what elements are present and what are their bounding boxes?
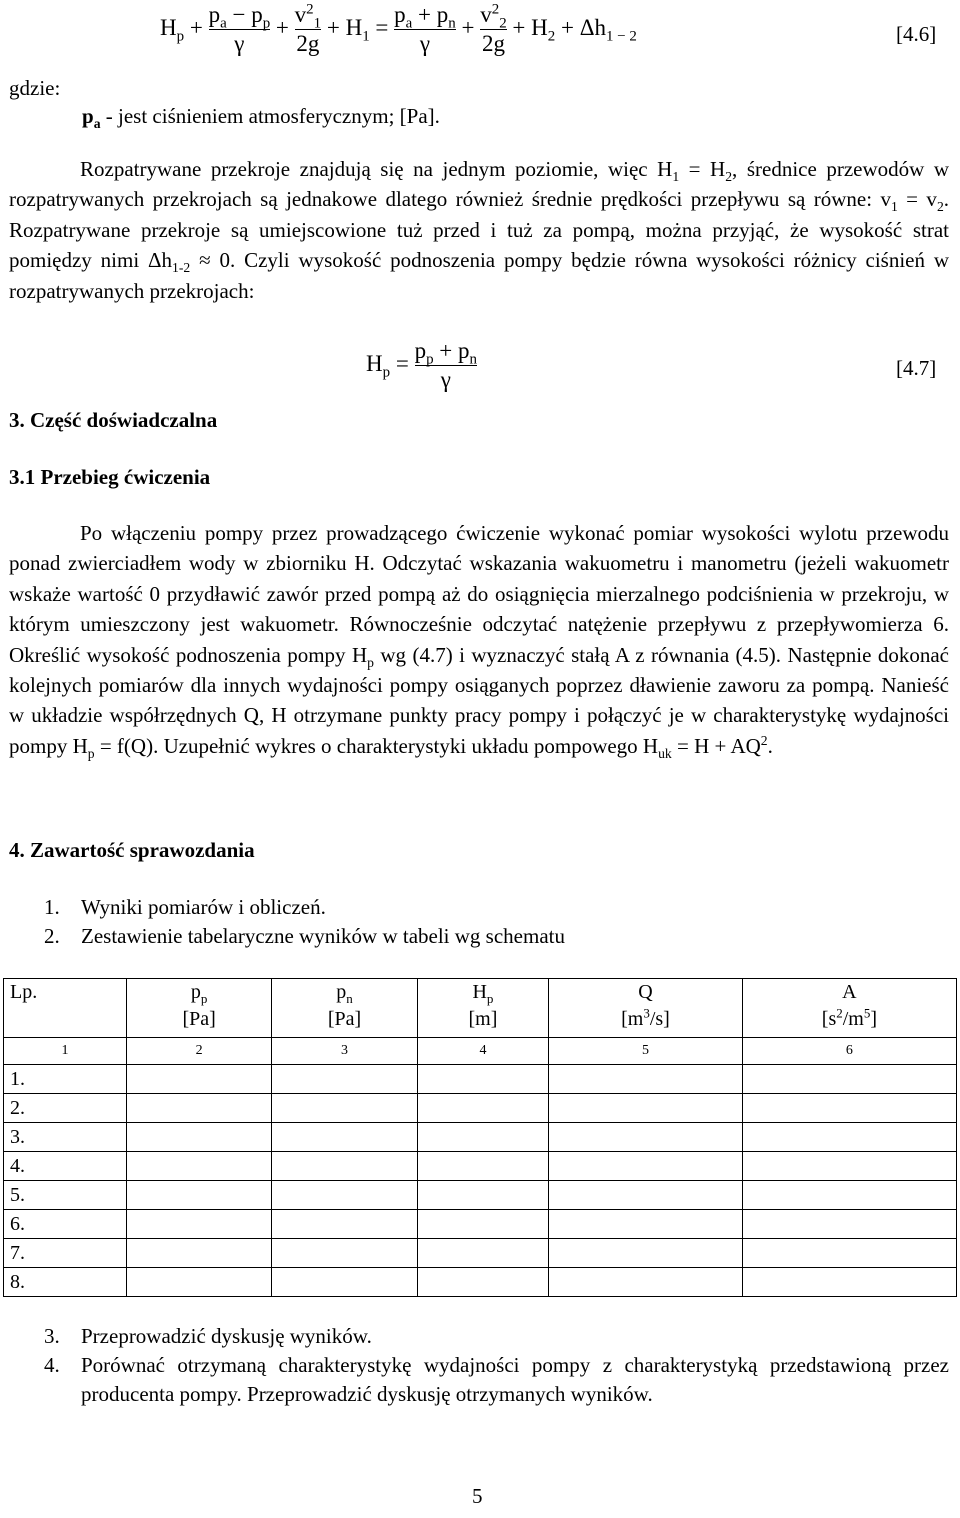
list-item: 1. Wyniki pomiarów i obliczeń. xyxy=(44,895,326,919)
eq46-term-delta-h: $\Delta h_{1 - 2}$ xyxy=(579,14,637,45)
equation-4-6-label: [4.6] xyxy=(896,22,937,46)
eq47-term-Hp: $H_p$ xyxy=(366,350,391,381)
paragraph-conditions: Rozpatrywane przekroje znajdują się na jednym poziomie, więc $H_1 = H_2$, średnice przewodów w rozpatrywanych przekrojach są jednakowe dlatego również średnie prędkości przepływu są równe: $v_1 = v_2$. Rozpatrywane przekroje są umiejscowione tuż przed i tuż za pompą, można przyjąć, że wysokość strat pomiędzy nimi $\Delta h_{1-2} \approx 0$. Czyli wysokość podnoszenia pompy będzie równa wysokości różnicy ciśnień w rozpatrywanych przekrojach: xyxy=(9,157,950,303)
eq46-term-H1: $H_1$ xyxy=(345,14,370,45)
paragraph-procedure: Po włączeniu pompy przez prowadzącego ćwiczenie wykonać pomiar wysokości wylotu przewodu ponad zwierciadłem wody w zbiorniku H. Odczytać wskazania wakuometru i manometru (jeżeli wakuometr wskaże wartość 0 przydławić zawór przed pompą aż do osiągnięcia mierzalnego podciśnienia w przekroju, w którym umieszczony jest wakuometr. Równocześnie odczytać natężenie przepływu z przepływomierza 6. Określić wysokość podnoszenia pompy $H_p$ wg (4.7) i wyznaczyć stałą A z równania (4.5). Następnie dokonać kolejnych pomiarów dla innych wydajności pompy osiąganych poprzez dławienie zaworu za pompą. Nanieść w układzie współrzędnych Q, H otrzymane punkty pracy pompy i połączyć je w charakterystykę wydajności pompy $H_p = f(Q)$. Uzupełnić wykres o charakterystyki układu pompowego $H_{uk} = H + AQ^2$. xyxy=(9,521,949,762)
eq46-fraction-pressure-1: $\frac{p_a - p_p}{\gamma}$ xyxy=(208,2,271,56)
list-item: 3. Przeprowadzić dyskusję wyników. xyxy=(44,1324,372,1348)
report-list-2 xyxy=(44,1322,949,1409)
equation-4-6: $H_p$ + $\frac{p_a - p_p}{\gamma}$ + $\frac{v^2_1}{2g}$ + $H_1$ = $\frac{p_a + p_n}{\gamma}$ + $\frac{v^2_2}{2g}$ + $H_2 + \Delta h_{1 - 2}$ xyxy=(160,1,637,56)
table-row: 2. xyxy=(4,1094,957,1123)
eq46-fraction-pressure-2: $\frac{p_a + p_n}{\gamma}$ xyxy=(394,2,456,56)
list-item: 2. Zestawienie tabelaryczne wyników w tabeli wg schematu xyxy=(44,924,565,948)
header-hp: $H_p$ [m] xyxy=(417,979,548,1038)
section-4-heading: 4. Zawartość sprawozdania xyxy=(9,838,255,862)
gdzie-label: gdzie: xyxy=(9,76,61,100)
eq46-term-Hp: $H_p$ xyxy=(160,14,185,45)
header-q: Q $[m^3/s]$ xyxy=(549,979,743,1038)
table-row: 3. xyxy=(4,1123,957,1152)
table-header-row xyxy=(4,979,957,1038)
list-item: 4. Porównać otrzymaną charakterystykę wydajności pompy z charakterystyką przedstawioną przez producenta pompy. Przeprowadzić dyskusję otrzymanych wyników. xyxy=(44,1353,949,1406)
table-row: 6. xyxy=(4,1210,957,1239)
results-table xyxy=(3,978,957,1297)
equation-4-7: $H_p$ = $\frac{p_p + p_n}{\gamma}$ xyxy=(366,338,477,392)
page-number: 5 xyxy=(472,1484,483,1508)
table-row: 8. xyxy=(4,1268,957,1297)
eq47-fraction: $\frac{p_p + p_n}{\gamma}$ xyxy=(414,338,477,392)
header-pn: $p_n$ [Pa] xyxy=(272,979,417,1038)
table-row: 7. xyxy=(4,1239,957,1268)
table-row: 5. xyxy=(4,1181,957,1210)
header-pp: $p_p$ [Pa] xyxy=(127,979,272,1038)
section-3-heading: 3. Część doświadczalna xyxy=(9,408,218,432)
eq46-fraction-velocity-1: $\frac{v^2_1}{2g}$ xyxy=(294,1,322,56)
table-row: 4. xyxy=(4,1152,957,1181)
report-list-1 xyxy=(44,893,949,951)
pa-definition: $p_a$ - jest ciśnieniem atmosferycznym; [Pa]. xyxy=(82,104,440,132)
table-row: 1. xyxy=(4,1065,957,1094)
header-lp: Lp. xyxy=(4,979,127,1038)
equation-4-7-label: [4.7] xyxy=(896,356,937,380)
eq46-fraction-velocity-2: $\frac{v^2_2}{2g}$ xyxy=(480,1,507,56)
eq46-term-H2: $H_2$ xyxy=(531,14,556,45)
header-a: A $[s^2/m^5]$ xyxy=(742,979,956,1038)
section-3-1-heading: 3.1 Przebieg ćwiczenia xyxy=(9,465,211,489)
table-column-numbers: 1 2 3 4 5 6 xyxy=(4,1038,957,1065)
